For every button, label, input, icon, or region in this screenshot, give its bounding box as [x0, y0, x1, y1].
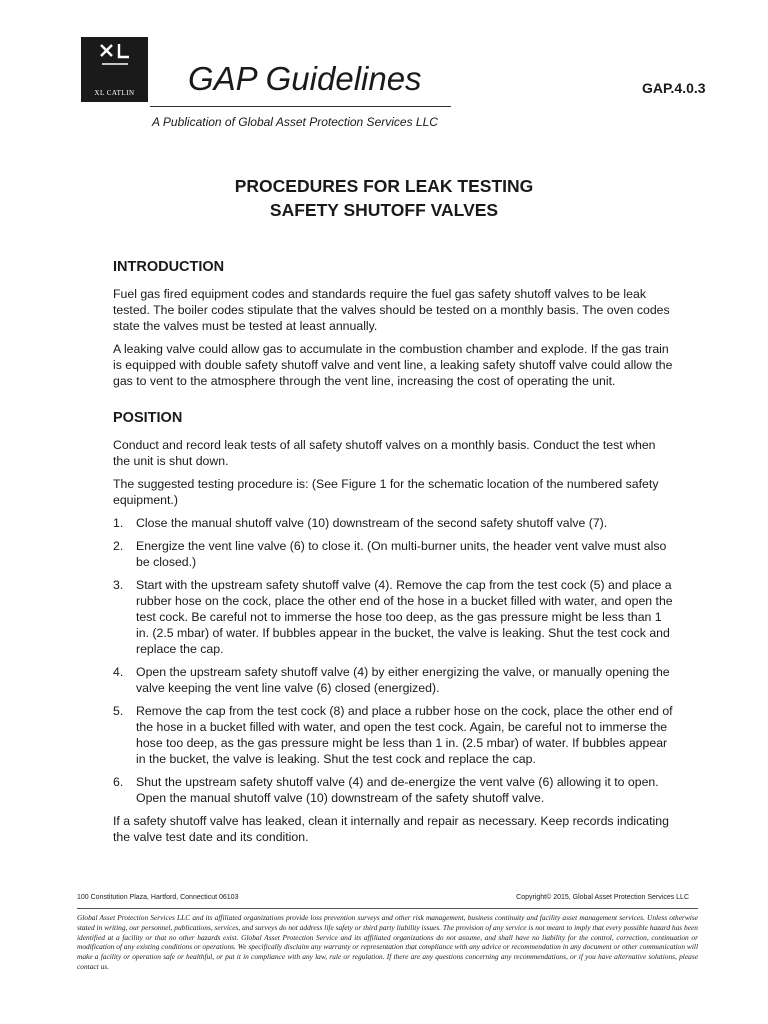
logo-wordmark: XL CATLIN: [94, 89, 135, 97]
xl-logo-icon: [99, 43, 131, 67]
step-number: 5.: [113, 704, 124, 718]
procedure-steps: [113, 515, 673, 806]
position-paragraph: The suggested testing procedure is: (See Figure 1 for the schematic location of the numbered safety equipment.): [113, 477, 659, 507]
procedure-step: [113, 577, 673, 657]
procedure-step: [113, 774, 673, 806]
step-text: Shut the upstream safety shutoff valve (4) and de-energize the vent valve (6) allowing it to open. Open the manual shutoff valve (10) downstream of the safety shutoff valve.: [136, 775, 659, 805]
position-heading: POSITION: [113, 410, 183, 426]
introduction-paragraph: Fuel gas fired equipment codes and standards require the fuel gas safety shutoff valves to be leak tested. The boiler codes stipulate that the valves should be tested on a monthly basis. The oven codes state the valves must be tested at least annually.: [113, 287, 670, 333]
document-title-line2: SAFETY SHUTOFF VALVES: [269, 200, 499, 220]
step-number: 1.: [113, 516, 124, 530]
document-title-line1: PROCEDURES FOR LEAK TESTING: [234, 176, 534, 196]
step-text: Remove the cap from the test cock (8) and place a rubber hose on the cock, place the other end of the hose in a bucket filled with water, and open the test cock. Again, be careful not to immerse the hose too deep, as the gas pressure might be less than 1 in. (2.5 mbar) of water. If bubbles appear in the bucket, the valve is leaking. Shut the test cock and replace the cap.: [136, 704, 673, 766]
introduction-paragraph: A leaking valve could allow gas to accumulate in the combustion chamber and explode. If the gas train is equipped with double safety shutoff valve and vent line, a leaking safety shutoff valve could allow the gas to vent to the atmosphere through the vent line, increasing the cost of operating the unit.: [113, 342, 673, 388]
disclaimer-text: Global Asset Protection Services LLC and its affiliated organizations provide loss prevention surveys and other risk management, business continuity and facility asset management services. Unless otherwise stated in writing, our personnel, publications, services, and surveys do not address life safety or third party liability issues. The provision of any service is not meant to imply that every possible hazard has been identified at a facility or that no other hazards exist. Global Asset Protection Service and its affiliated organizations do not assume, and shall have no liability for the control, correction, continuation or modification of any existing conditions or operations. We specifically disclaim any warranty or representation that compliance with any advice or recommendation in any document or other communication will make a facility or operation safe or healthful, or put it in compliance with any law, rule or regulation. If there are any questions concerning any recommendations, or if you have alternative solutions, please contact us.: [77, 913, 698, 971]
step-text: Start with the upstream safety shutoff valve (4). Remove the cap from the test cock (5) and place a rubber hose on the cock, place the other end of the hose in a bucket filled with water, and open the test cock. Be careful not to immerse the hose too deep, as the gas pressure might be less than 1 in. (2.5 mbar) of water. If bubbles appear in the bucket, the valve is leaking. Shut the test cock and replace the cap.: [136, 578, 673, 656]
step-number: 2.: [113, 539, 124, 553]
step-text: Energize the vent line valve (6) to close it. (On multi-burner units, the header vent valve must also be closed.): [136, 539, 667, 569]
guidelines-title: GAP Guidelines: [188, 60, 422, 97]
publication-line: A Publication of Global Asset Protection Services LLC: [152, 115, 438, 129]
document-body: [113, 258, 673, 852]
closing-paragraph: If a safety shutoff valve has leaked, clean it internally and repair as necessary. Keep records indicating the valve test date and its condition.: [113, 814, 669, 844]
procedure-step: [113, 515, 673, 531]
procedure-step: [113, 664, 673, 696]
step-text: Close the manual shutoff valve (10) downstream of the second safety shutoff valve (7).: [136, 516, 608, 530]
procedure-step: [113, 538, 673, 570]
step-text: Open the upstream safety shutoff valve (4) by either energizing the valve, or manually opening the valve keeping the vent line valve (6) closed (energized).: [136, 665, 670, 695]
step-number: 4.: [113, 665, 124, 679]
footer-rule: [77, 908, 698, 909]
document-code: GAP.4.0.3: [642, 80, 706, 96]
position-paragraph: Conduct and record leak tests of all safety shutoff valves on a monthly basis. Conduct the test when the unit is shut down.: [113, 438, 656, 468]
step-number: 6.: [113, 775, 124, 789]
document-title: [0, 174, 768, 222]
step-number: 3.: [113, 578, 124, 592]
introduction-heading: INTRODUCTION: [113, 259, 225, 275]
company-logo: [81, 37, 148, 102]
procedure-step: [113, 703, 673, 767]
footer-copyright: Copyright© 2015, Global Asset Protection Services LLC: [516, 894, 689, 901]
header-rule: [150, 106, 451, 107]
footer-address: 100 Constitution Plaza, Hartford, Connecticut 06103: [77, 894, 239, 901]
